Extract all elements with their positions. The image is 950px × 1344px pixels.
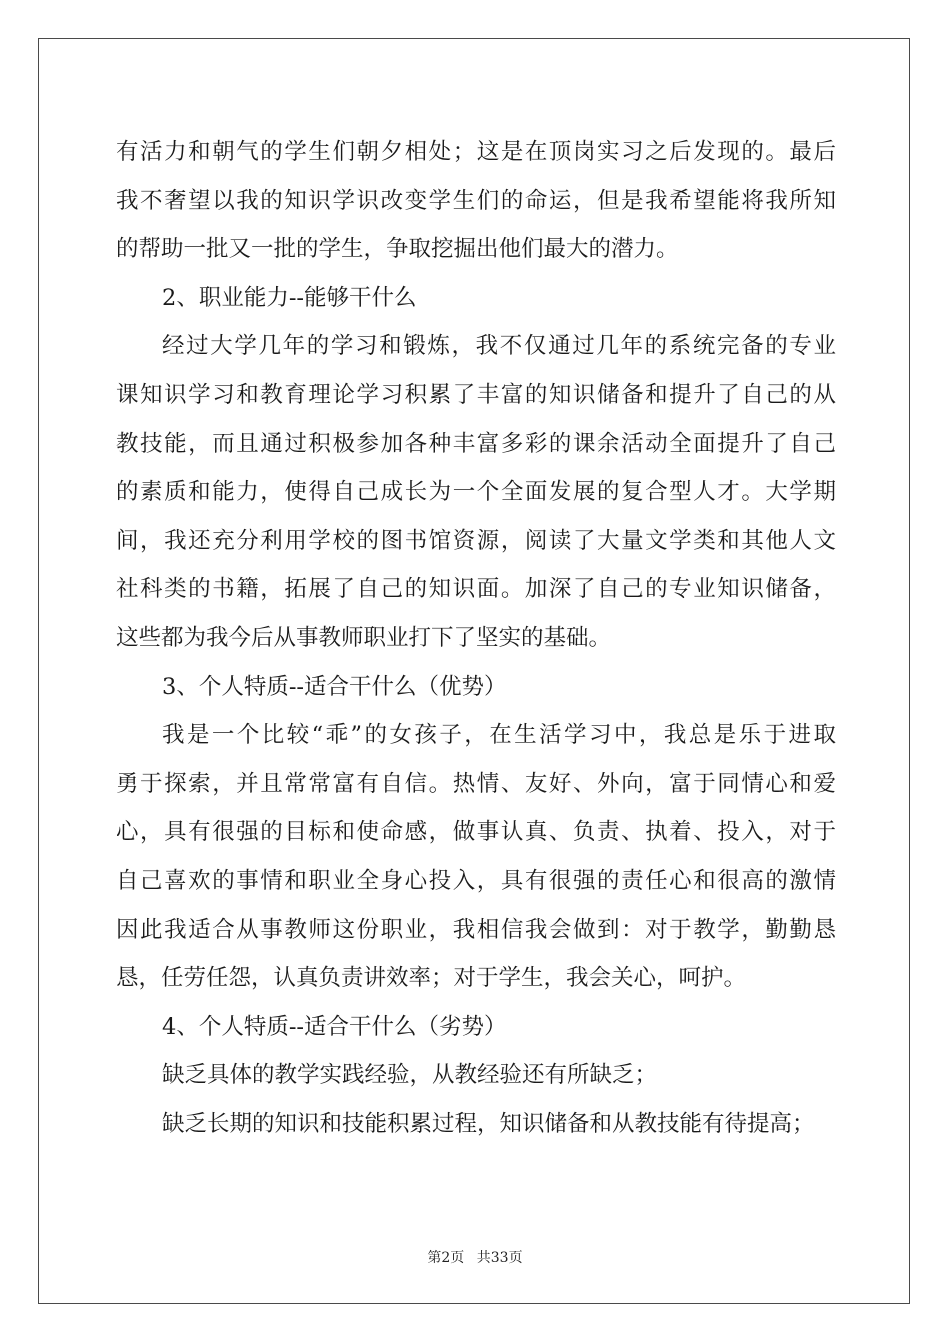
text-line: 经过大学几年的学习和锻炼，我不仅通过几年的系统完备的专业 <box>162 333 836 360</box>
text-line: 间，我还充分利用学校的图书馆资源，阅读了大量文学类和其他人文 <box>116 527 836 554</box>
heading-text: 4、个人特质--适合干什么（劣势） <box>162 1013 507 1040</box>
section-heading <box>116 663 836 712</box>
text-line: 缺乏具体的教学实践经验，从教经验还有所缺乏； <box>162 1062 658 1089</box>
text-line: 社科类的书籍，拓展了自己的知识面。加深了自己的专业知识储备， <box>116 576 836 603</box>
page-total: 共33页 <box>476 1250 523 1266</box>
text-line: 勇于探索，并且常常富有自信。热情、友好、外向，富于同情心和爱 <box>116 770 836 797</box>
heading-text: 2、职业能力--能够干什么 <box>162 284 417 311</box>
paragraph <box>116 1051 836 1100</box>
document-body <box>116 128 836 1148</box>
text-line: 心，具有很强的目标和使命感，做事认真、负责、执着、投入，对于 <box>116 819 836 846</box>
text-line: 有活力和朝气的学生们朝夕相处；这是在顶岗实习之后发现的。最后 <box>116 139 836 165</box>
text-line: 自己喜欢的事情和职业全身心投入，具有很强的责任心和很高的激情 <box>116 867 836 894</box>
text-line: 因此我适合从事教师这份职业，我相信我会做到：对于教学，勤勤恳 <box>116 916 836 943</box>
text-line: 恳，任劳任怨，认真负责讲效率；对于学生，我会关心，呵护。 <box>116 965 747 992</box>
heading-text: 3、个人特质--适合干什么（优势） <box>162 673 507 700</box>
text-line: 这些都为我今后从事教师职业打下了坚实的基础。 <box>116 624 612 651</box>
text-line: 课知识学习和教育理论学习积累了丰富的知识储备和提升了自己的从 <box>116 381 836 408</box>
paragraph <box>116 1100 836 1149</box>
text-line: 教技能，而且通过积极参加各种丰富多彩的课余活动全面提升了自己 <box>116 430 836 457</box>
page-footer <box>0 1247 950 1267</box>
text-line: 的帮助一批又一批的学生，争取挖掘出他们最大的潜力。 <box>116 236 679 263</box>
text-line: 我不奢望以我的知识学识改变学生们的命运，但是我希望能将我所知 <box>116 187 836 214</box>
text-line: 缺乏长期的知识和技能积累过程，知识储备和从教技能有待提高； <box>162 1110 815 1137</box>
paragraph <box>116 711 836 1003</box>
page-number: 第2页 <box>427 1250 465 1266</box>
text-line: 的素质和能力，使得自己成长为一个全面发展的复合型人才。大学期 <box>116 479 836 506</box>
text-line: 我是一个比较“乖”的女孩子，在生活学习中，我总是乐于进取 <box>162 722 836 749</box>
paragraph <box>116 322 836 662</box>
section-heading <box>116 1003 836 1052</box>
section-heading <box>116 274 836 323</box>
paragraph <box>116 128 836 274</box>
